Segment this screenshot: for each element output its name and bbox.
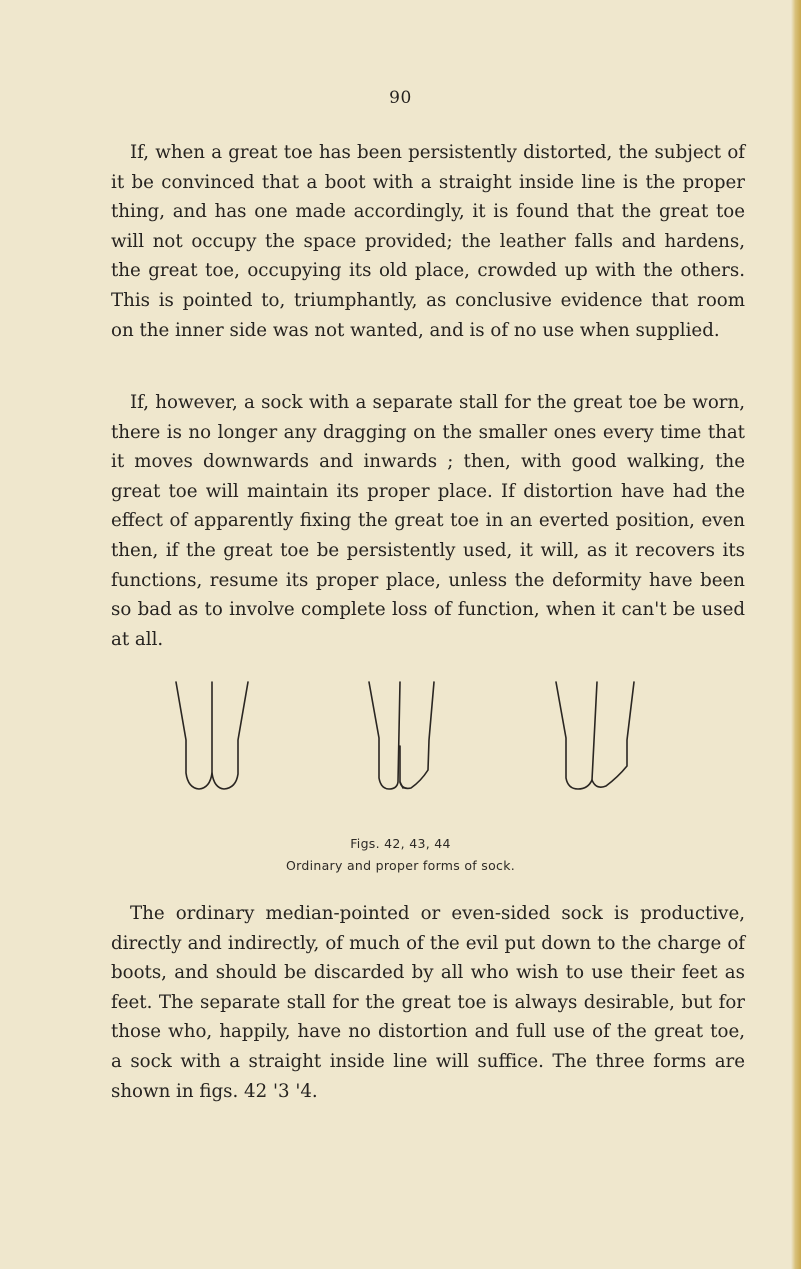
- separate-stall-sock-outline: [556, 682, 634, 789]
- paragraph-3: The ordinary median-pointed or even-sided sock is productive, directly and indirectly, of much of the evil put down to the charge of boots, and should be discarded by all who wish to use their feet as feet. The separate stall for the great toe is always desirable, but for those who, happily, have no distortion and full use of the great toe, a sock with a straight inside line will suffice. The three forms are shown in figs. 42 '3 '4.: [111, 903, 745, 1102]
- straight-inside-sock-outline: [369, 682, 434, 789]
- paragraph-2: If, however, a sock with a separate stall for the great toe be worn, there is no longer any dragging on the smaller ones every time that it moves downwards and inwards ; then, with good walking, the great toe will maintain its proper place. If distortion have had the effect of apparently fixing the great toe in an everted position, even then, if the great toe be persistently used, it will, as it recovers its functions, resume its proper place, unless the deformity have been so bad as to involve complete loss of function, when it can't be used at all.: [111, 392, 745, 650]
- paragraph-1: If, when a great toe has been persistently distorted, the subject of it be convinced that a boot with a straight inside line is the proper thing, and has one made accordingly, it is found that the great toe will not occupy the space provided; the leather falls and hardens, the great toe, occupying its old place, crowded up with the others. This is pointed to, triumphantly, as conclusive evidence that room on the inner side was not wanted, and is of no use when supplied.: [111, 142, 745, 341]
- figure-caption-text: Ordinary and proper forms of sock.: [285, 858, 516, 873]
- sock-forms-figure: [166, 678, 706, 804]
- figure-caption-number: Figs. 42, 43, 44: [350, 836, 451, 851]
- gilt-page-edge: [791, 0, 801, 1269]
- ordinary-sock-outline: [176, 682, 248, 789]
- page-number: 90: [389, 88, 412, 108]
